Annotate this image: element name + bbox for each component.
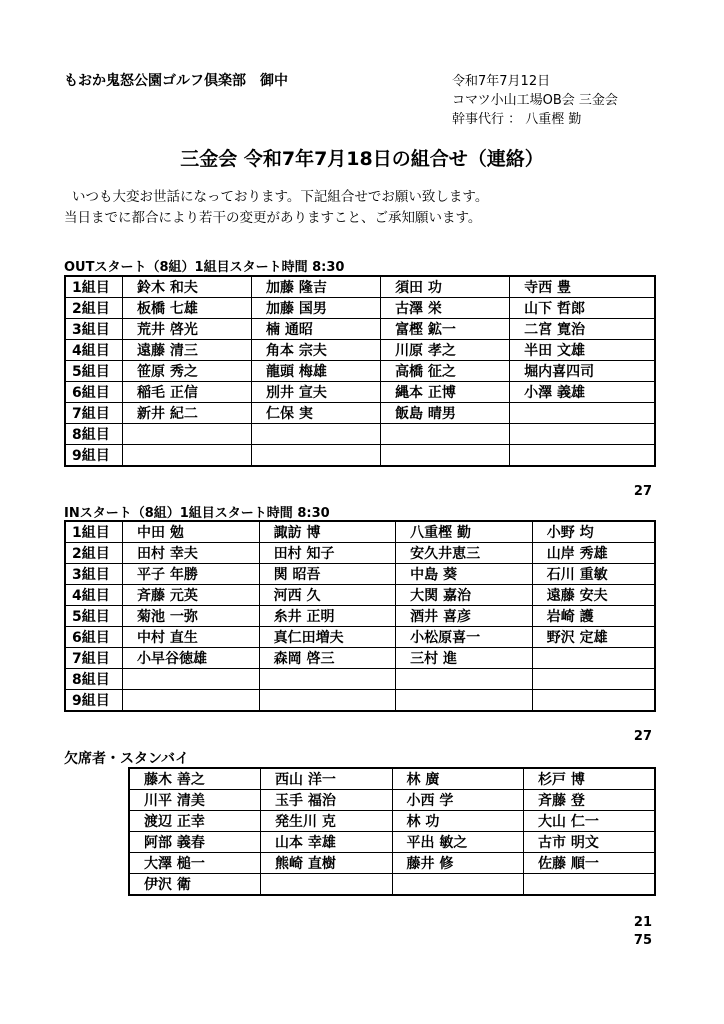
out-pairing-table (64, 275, 656, 467)
player-cell (532, 669, 655, 690)
table-row (65, 669, 655, 690)
player-cell (392, 874, 524, 896)
player-cell: 堀内喜四司 (510, 361, 655, 382)
player-cell (123, 690, 260, 712)
group-label: 1組目 (65, 276, 123, 298)
group-label: 3組目 (65, 319, 123, 340)
player-cell: 関 昭吾 (259, 564, 396, 585)
group-label: 1組目 (65, 521, 123, 543)
player-cell: 大関 嘉治 (396, 585, 533, 606)
out-caption: OUTスタート（8組）1組目スタート時間 8:30 (64, 260, 345, 275)
player-cell: 西山 洋一 (261, 768, 393, 790)
in-total: 27 (633, 729, 652, 744)
player-cell: 佐藤 順一 (524, 853, 656, 874)
player-cell (524, 874, 656, 896)
player-cell: 縄本 正博 (381, 382, 510, 403)
table-row (65, 521, 655, 543)
player-cell: 山岸 秀雄 (532, 543, 655, 564)
player-cell: 八重樫 勤 (396, 521, 533, 543)
player-cell: 岩崎 護 (532, 606, 655, 627)
player-cell: 糸井 正明 (259, 606, 396, 627)
table-row (65, 648, 655, 669)
table-row (65, 690, 655, 712)
player-cell: 平子 年勝 (123, 564, 260, 585)
player-cell: 遠藤 清三 (123, 340, 252, 361)
player-cell: 小松原喜一 (396, 627, 533, 648)
player-cell: 玉手 福治 (261, 790, 393, 811)
group-label: 5組目 (65, 361, 123, 382)
player-cell: 須田 功 (381, 276, 510, 298)
player-cell: 菊池 一弥 (123, 606, 260, 627)
group-label: 7組目 (65, 648, 123, 669)
player-cell (532, 648, 655, 669)
table-row (65, 403, 655, 424)
group-label: 2組目 (65, 543, 123, 564)
player-cell: 笹原 秀之 (123, 361, 252, 382)
player-cell (510, 445, 655, 467)
player-cell: 大山 仁一 (524, 811, 656, 832)
group-label: 9組目 (65, 445, 123, 467)
player-cell (259, 669, 396, 690)
player-cell: 熊崎 直樹 (261, 853, 393, 874)
group-label: 9組目 (65, 690, 123, 712)
player-cell (381, 445, 510, 467)
player-cell: 阿部 義春 (129, 832, 261, 853)
player-cell: 中島 葵 (396, 564, 533, 585)
player-cell: 山下 哲郎 (510, 298, 655, 319)
in-caption: INスタート（8組）1組目スタート時間 8:30 (64, 506, 330, 521)
player-cell: 平出 敏之 (392, 832, 524, 853)
organization: コマツ小山工場OB会 三金会 (452, 93, 618, 108)
player-cell: 加藤 隆吉 (252, 276, 381, 298)
player-cell: 角本 宗夫 (252, 340, 381, 361)
player-cell: 新井 紀二 (123, 403, 252, 424)
player-cell: 高橋 征之 (381, 361, 510, 382)
group-label: 8組目 (65, 424, 123, 445)
player-cell: 仁保 実 (252, 403, 381, 424)
player-cell: 飯島 晴男 (381, 403, 510, 424)
table-row (129, 832, 655, 853)
issue-date: 令和7年7月12日 (452, 74, 551, 89)
player-cell: 遠藤 安夫 (532, 585, 655, 606)
player-cell: 酒井 喜彦 (396, 606, 533, 627)
table-row (65, 606, 655, 627)
player-cell (396, 690, 533, 712)
player-cell: 古市 明文 (524, 832, 656, 853)
table-row (65, 445, 655, 467)
standby-caption: 欠席者・スタンバイ (64, 751, 190, 767)
player-cell (252, 445, 381, 467)
sender: 幹事代行 ： 八重樫 勤 (452, 112, 582, 127)
grand-total: 75 (633, 933, 652, 948)
table-row (65, 340, 655, 361)
group-label: 5組目 (65, 606, 123, 627)
player-cell: 杉戸 博 (524, 768, 656, 790)
player-cell: 小澤 義雄 (510, 382, 655, 403)
table-row (65, 361, 655, 382)
player-cell: 伊沢 衛 (129, 874, 261, 896)
intro-line-2: 当日までに都合により若干の変更がありますこと、ご承知願います。 (64, 210, 482, 226)
table-row (129, 768, 655, 790)
table-row (65, 319, 655, 340)
player-cell: 楠 通昭 (252, 319, 381, 340)
player-cell (396, 669, 533, 690)
player-cell: 中田 勉 (123, 521, 260, 543)
standby-total: 21 (633, 915, 652, 930)
player-cell: 藤木 善之 (129, 768, 261, 790)
out-total: 27 (633, 484, 652, 499)
player-cell: 渡辺 正幸 (129, 811, 261, 832)
table-row (129, 853, 655, 874)
player-cell: 大澤 槌一 (129, 853, 261, 874)
table-row (65, 424, 655, 445)
player-cell: 小西 学 (392, 790, 524, 811)
table-row (129, 874, 655, 896)
player-cell (123, 424, 252, 445)
player-cell: 荒井 啓光 (123, 319, 252, 340)
table-row (65, 276, 655, 298)
player-cell: 川平 清美 (129, 790, 261, 811)
player-cell: 中村 直生 (123, 627, 260, 648)
player-cell: 林 功 (392, 811, 524, 832)
group-label: 4組目 (65, 340, 123, 361)
player-cell: 斉藤 元英 (123, 585, 260, 606)
group-label: 3組目 (65, 564, 123, 585)
player-cell (381, 424, 510, 445)
standby-table (128, 767, 656, 896)
player-cell: 河西 久 (259, 585, 396, 606)
group-label: 4組目 (65, 585, 123, 606)
player-cell: 林 廣 (392, 768, 524, 790)
player-cell: 鈴木 和夫 (123, 276, 252, 298)
player-cell (261, 874, 393, 896)
addressee: もおか鬼怒公園ゴルフ倶楽部 御中 (64, 73, 288, 89)
player-cell: 富樫 鉱一 (381, 319, 510, 340)
player-cell: 田村 知子 (259, 543, 396, 564)
intro-line-1: いつも大変お世話になっております。下記組合せでお願い致します。 (72, 189, 489, 205)
table-row (65, 627, 655, 648)
table-row (65, 564, 655, 585)
player-cell: 二宮 寛治 (510, 319, 655, 340)
player-cell: 石川 重敏 (532, 564, 655, 585)
table-row (129, 790, 655, 811)
table-row (65, 298, 655, 319)
group-label: 8組目 (65, 669, 123, 690)
player-cell: 別井 宣夫 (252, 382, 381, 403)
player-cell: 川原 孝之 (381, 340, 510, 361)
player-cell (510, 403, 655, 424)
player-cell (252, 424, 381, 445)
player-cell: 斉藤 登 (524, 790, 656, 811)
table-row (65, 543, 655, 564)
player-cell: 野沢 定雄 (532, 627, 655, 648)
in-pairing-table (64, 520, 656, 712)
player-cell (510, 424, 655, 445)
player-cell: 板橋 七雄 (123, 298, 252, 319)
player-cell (532, 690, 655, 712)
player-cell: 真仁田増夫 (259, 627, 396, 648)
group-label: 6組目 (65, 382, 123, 403)
player-cell: 諏訪 博 (259, 521, 396, 543)
group-label: 7組目 (65, 403, 123, 424)
player-cell: 森岡 啓三 (259, 648, 396, 669)
player-cell: 加藤 国男 (252, 298, 381, 319)
group-label: 2組目 (65, 298, 123, 319)
player-cell: 小早谷徳雄 (123, 648, 260, 669)
group-label: 6組目 (65, 627, 123, 648)
player-cell: 藤井 修 (392, 853, 524, 874)
player-cell: 小野 均 (532, 521, 655, 543)
player-cell: 発生川 克 (261, 811, 393, 832)
player-cell: 半田 文雄 (510, 340, 655, 361)
player-cell: 寺西 豊 (510, 276, 655, 298)
player-cell: 龍頭 梅雄 (252, 361, 381, 382)
player-cell: 安久井恵三 (396, 543, 533, 564)
player-cell: 三村 進 (396, 648, 533, 669)
player-cell (259, 690, 396, 712)
player-cell: 田村 幸夫 (123, 543, 260, 564)
table-row (65, 585, 655, 606)
player-cell: 山本 幸雄 (261, 832, 393, 853)
player-cell: 古澤 栄 (381, 298, 510, 319)
table-row (65, 382, 655, 403)
player-cell: 稲毛 正信 (123, 382, 252, 403)
table-row (129, 811, 655, 832)
page-title: 三金会 令和7年7月18日の組合せ（連絡） (180, 148, 544, 170)
player-cell (123, 669, 260, 690)
player-cell (123, 445, 252, 467)
